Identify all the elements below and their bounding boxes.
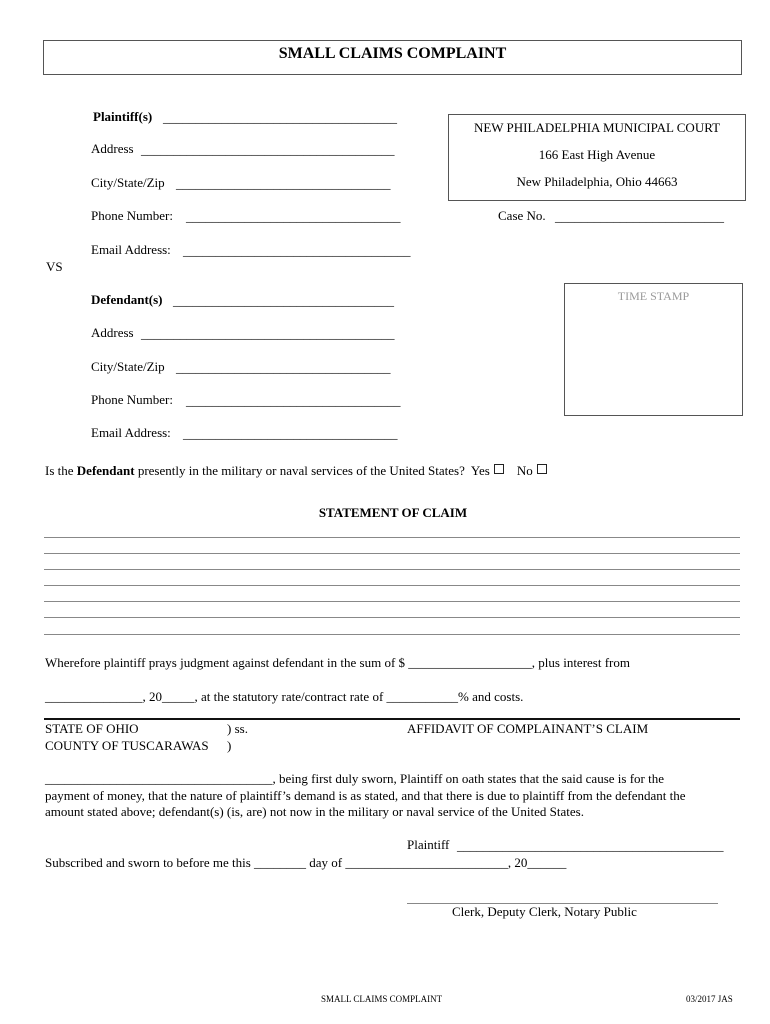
plaintiff-city-field[interactable]: _________________________________ [176,176,391,191]
clerk-label: Clerk, Deputy Clerk, Notary Public [452,904,637,919]
affidavit-line-1: ___________________________________, being first duly sworn, Plaintiff on oath states that the said cause is for the [45,771,664,786]
plaintiff-signature-field[interactable]: _________________________________________ [457,838,724,853]
plaintiff-label: Plaintiff(s) [93,109,153,124]
wherefore-line-1: Wherefore plaintiff prays judgment against defendant in the sum of $ ___________________, plus interest from [45,655,630,670]
defendant-phone-label: Phone Number: [91,392,173,407]
court-address-box [448,114,746,201]
plaintiff-city-label: City/State/Zip [91,175,165,190]
court-name: NEW PHILADELPHIA MUNICIPAL COURT [473,120,721,135]
plaintiff-email-field[interactable]: ___________________________________ [183,243,411,258]
military-yes-label: Yes [470,463,490,478]
defendant-city-field[interactable]: _________________________________ [176,360,391,375]
affidavit-line-3: amount stated above; defendant(s) (is, are) not now in the military or naval service of the United States. [45,804,584,819]
footer-form-name: SMALL CLAIMS COMPLAINT [321,994,443,1004]
plaintiff-phone-label: Phone Number: [91,208,173,223]
venue-ss: ) ss. [227,721,248,736]
defendant-email-field[interactable]: _________________________________ [183,426,398,441]
case-no-field[interactable]: __________________________ [555,209,724,224]
defendant-name-field[interactable]: __________________________________ [173,293,394,308]
military-no-checkbox[interactable] [537,464,547,474]
military-yes-checkbox[interactable] [494,464,504,474]
time-stamp-label: TIME STAMP [617,289,690,303]
claim-line-4[interactable] [44,585,740,586]
defendant-city-label: City/State/Zip [91,359,165,374]
page-title: SMALL CLAIMS COMPLAINT [278,45,507,62]
court-city: New Philadelphia, Ohio 44663 [516,174,678,189]
versus-label: VS [46,259,63,274]
plaintiff-phone-field[interactable]: _________________________________ [186,209,401,224]
plaintiff-signature-label: Plaintiff [407,837,450,852]
affidavit-line-2: payment of money, that the nature of plaintiff’s demand is as stated, and that there is due to plaintiff from the defendant the [45,788,686,803]
plaintiff-address-field[interactable]: _______________________________________ [141,142,395,157]
statement-heading: STATEMENT OF CLAIM [318,505,468,520]
case-no-label: Case No. [498,208,546,223]
claim-line-6[interactable] [44,617,740,618]
venue-state: STATE OF OHIO [45,721,139,736]
claim-line-1[interactable] [44,537,740,538]
military-suffix: presently in the military or naval services of the United States? [137,463,465,478]
footer-revision: 03/2017 JAS [686,994,733,1004]
time-stamp-box [564,283,743,416]
military-prefix: Is the [45,463,74,478]
plaintiff-email-label: Email Address: [91,242,171,257]
venue-paren: ) [227,738,232,753]
section-divider [44,718,740,720]
claim-line-2[interactable] [44,553,740,554]
military-no-label: No [516,463,533,478]
defendant-phone-field[interactable]: _________________________________ [186,393,401,408]
military-question [45,464,547,479]
defendant-email-label: Email Address: [91,425,171,440]
plaintiff-address-label: Address [91,141,134,156]
claim-line-5[interactable] [44,601,740,602]
claim-line-7[interactable] [44,634,740,635]
title-box [43,40,742,75]
wherefore-line-2: _______________, 20_____, at the statutory rate/contract rate of ___________% and costs. [45,689,524,704]
defendant-address-field[interactable]: _______________________________________ [141,326,395,341]
defendant-label: Defendant(s) [91,292,163,307]
subscribed-line: Subscribed and sworn to before me this ________ day of _________________________, 20______ [45,855,567,870]
claim-line-3[interactable] [44,569,740,570]
venue-county: COUNTY OF TUSCARAWAS [45,738,209,753]
defendant-address-label: Address [91,325,134,340]
plaintiff-name-field[interactable]: ____________________________________ [163,110,397,125]
affidavit-title: AFFIDAVIT OF COMPLAINANT’S CLAIM [407,721,649,736]
court-street: 166 East High Avenue [538,147,656,162]
military-defendant-word: Defendant [76,463,135,478]
